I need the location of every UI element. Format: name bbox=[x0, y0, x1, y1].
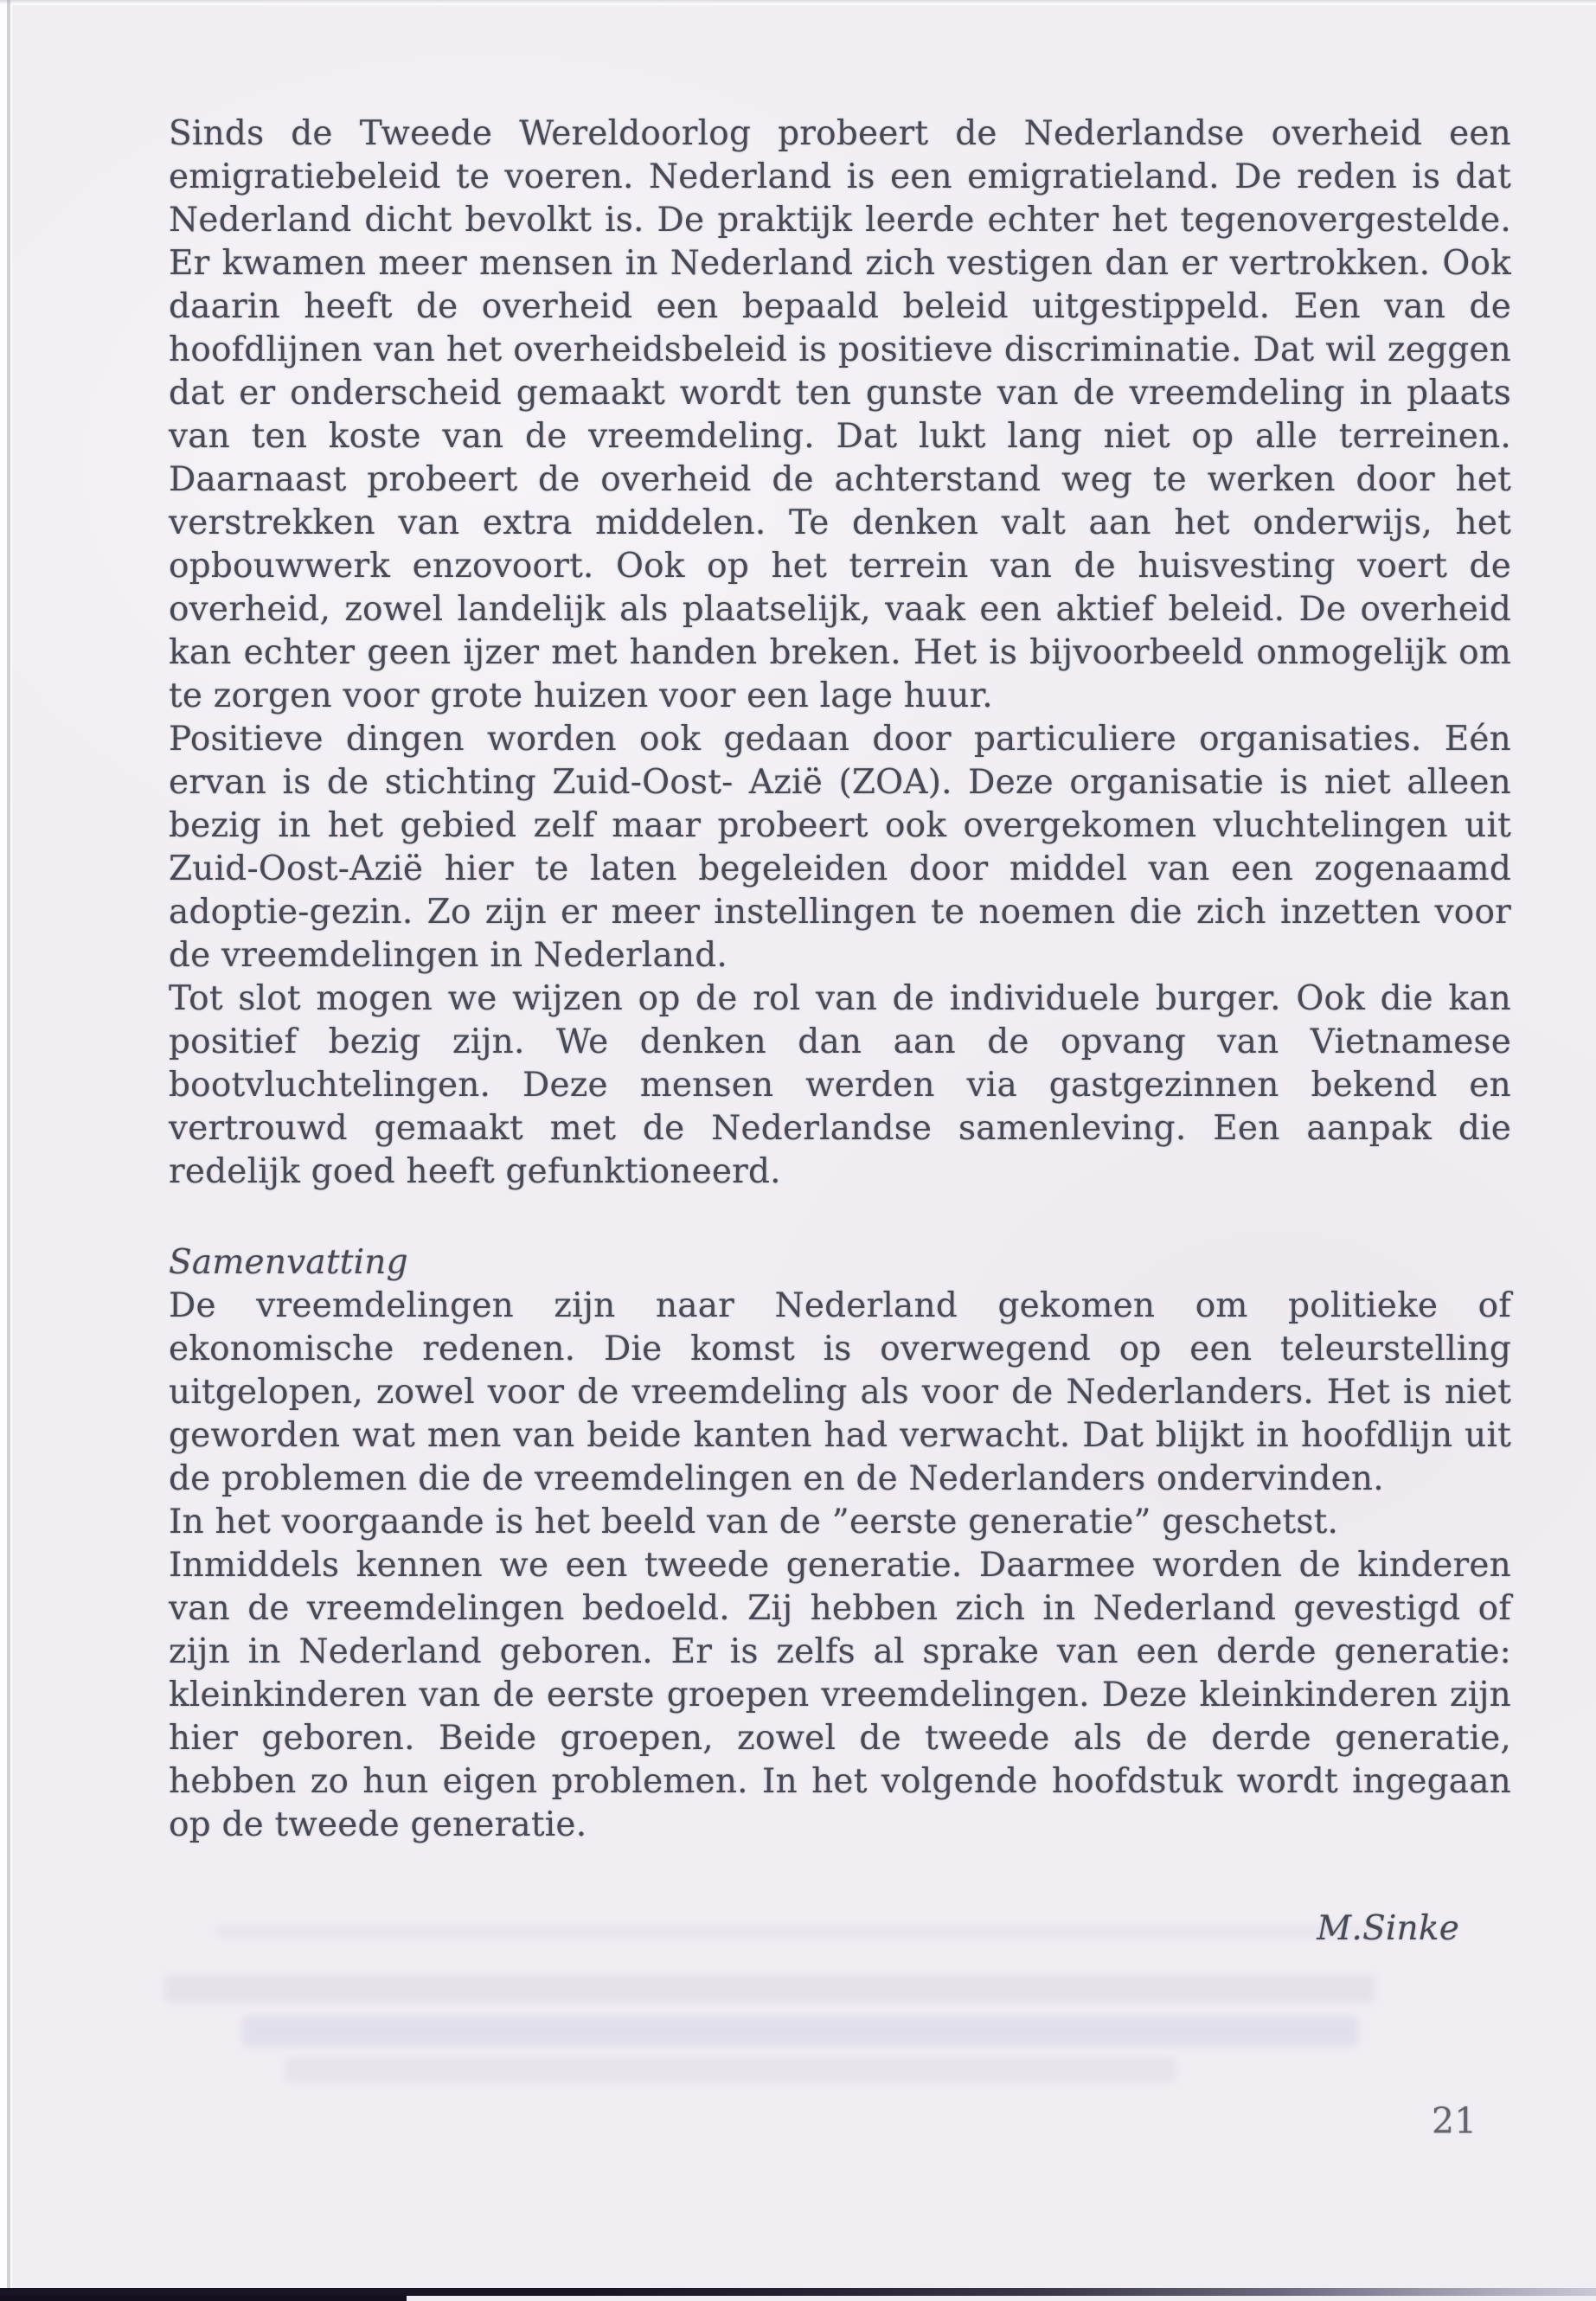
bottom-print-rule-segment bbox=[0, 2295, 407, 2301]
paragraph-private-organisations: Positieve dingen worden ook gedaan door particuliere organisaties. Eén ervan is de stichting Zuid-Oost- Azië (ZOA). Deze organisatie is niet alleen bezig in het gebied zelf maar probeert ook overgekomen vluchtelingen uit Zuid-Oost-Azië hier te laten begeleiden door middel van een zogenaamd adoptie-gezin. Zo zijn er meer instellingen te noemen die zich inzetten voor de vreemdelingen in Nederland. bbox=[169, 720, 1511, 975]
page-number: 21 bbox=[1432, 2100, 1477, 2142]
bleed-through-line bbox=[216, 1925, 1384, 1939]
summary-paragraph-reasons: De vreemdelingen zijn naar Nederland gekomen om politieke of ekonomische redenen. Die komst is overwegend op een teleurstelling uitgelopen, zowel voor de vreemdeling als voor de Nederlanders. Het is niet geworden wat men van beide kanten had verwacht. Dat blijkt in hoofdlijn uit de problemen die de vreemdelingen en de Nederlanders ondervinden. bbox=[169, 1286, 1511, 1498]
paragraph-individual-citizen: Tot slot mogen we wijzen op de rol van de individuele burger. Ook die kan positief bezig zijn. We denken dan aan de opvang van Vietnamese bootvluchtelingen. Deze mensen werden via gastgezinnen bekend en vertrouwd gemaakt met de Nederlandse samenleving. Een aanpak die redelijk goed heeft gefunktioneerd. bbox=[169, 979, 1511, 1191]
bleed-through-line bbox=[285, 2057, 1176, 2083]
section-heading-samenvatting: Samenvatting bbox=[169, 1243, 408, 1282]
page-top-edge-shadow bbox=[0, 0, 1596, 4]
bleed-through-line bbox=[242, 2016, 1358, 2047]
author-signature: M.Sinke bbox=[1317, 1909, 1459, 1948]
page-left-edge-shadow bbox=[7, 0, 10, 2301]
summary-paragraph-first-generation: In het voorgaande is het beeld van de ”eerste generatie” geschetst. bbox=[169, 1503, 1339, 1541]
bleed-through-line bbox=[164, 1974, 1375, 2003]
page-body-text bbox=[169, 112, 1511, 1951]
paragraph-government-policy: Sinds de Tweede Wereldoorlog probeert de Nederlandse overheid een emigratiebeleid te voeren. Nederland is een emigratieland. De reden is dat Nederland dicht bevolkt is. De praktijk leerde echter het tegenovergestelde. Er kwamen meer mensen in Nederland zich vestigen dan er vertrokken. Ook daarin heeft de overheid een bepaald beleid uitgestippeld. Een van de hoofdlijnen van het overheidsbeleid is positieve discriminatie. Dat wil zeggen dat er onderscheid gemaakt wordt ten gunste van de vreemdeling in plaats van ten koste van de vreemdeling. Dat lukt lang niet op alle terreinen. Daarnaast probeert de overheid de achterstand weg te werken door het verstrekken van extra middelen. Te denken valt aan het onderwijs, het opbouwwerk enzovoort. Ook op het terrein van de huisvesting voert de overheid, zowel landelijk als plaatselijk, vaak een aktief beleid. De overheid kan echter geen ijzer met handen breken. Het is bijvoorbeeld onmogelijk om te zorgen voor grote huizen voor een lage huur. bbox=[169, 114, 1511, 715]
summary-paragraph-second-generation: Inmiddels kennen we een tweede generatie. Daarmee worden de kinderen van de vreemdelingen bedoeld. Zij hebben zich in Nederland gevestigd of zijn in Nederland geboren. Er is zelfs al sprake van een derde generatie: kleinkinderen van de eerste groepen vreemdelingen. Deze kleinkinderen zijn hier geboren. Beide groepen, zowel de tweede als de derde generatie, hebben zo hun eigen problemen. In het volgende hoofdstuk wordt ingegaan op de tweede generatie. bbox=[169, 1546, 1511, 1844]
